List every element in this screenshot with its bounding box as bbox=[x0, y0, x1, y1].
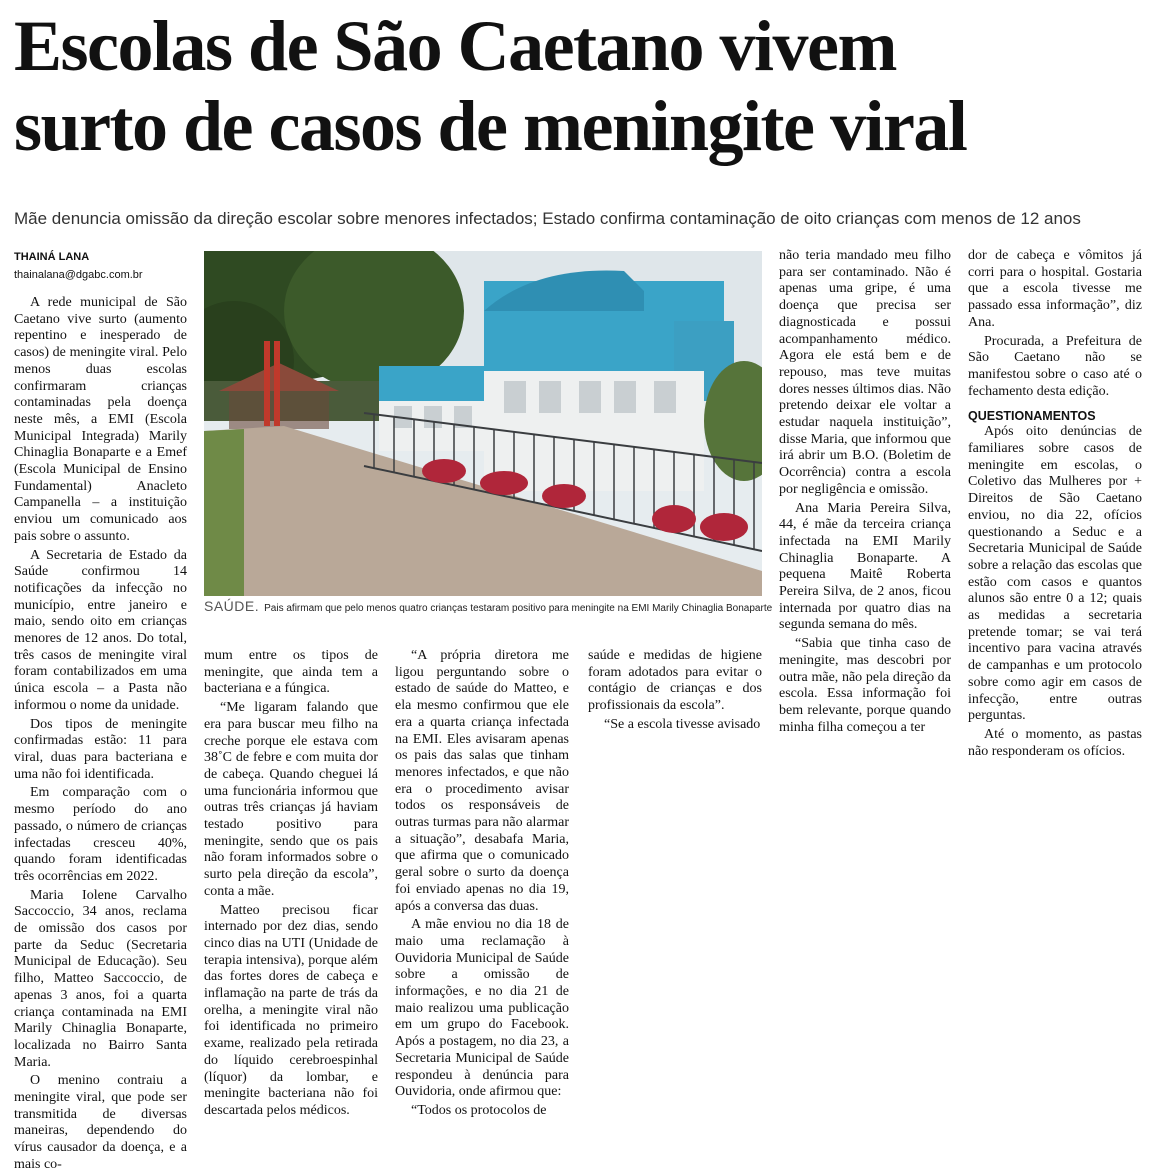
paragraph: saúde e medidas de higiene foram adotados para evitar o contágio de crianças e dos profissionais da escola”. bbox=[588, 648, 762, 714]
paragraph: Dos tipos de meningite confirmadas estão: 11 para viral, duas para bacteriana e uma não foi identificada. bbox=[14, 716, 187, 782]
school-building-illustration bbox=[204, 251, 762, 596]
headline-line-1: Escolas de São Caetano vivem bbox=[14, 6, 896, 86]
column-2 bbox=[204, 648, 378, 1122]
column-4 bbox=[588, 648, 762, 736]
headline-line-2: surto de casos de meningite viral bbox=[14, 86, 967, 166]
paragraph: Em comparação com o mesmo período do ano passado, o número de crianças infectadas cresceu 40%, quando foram identificadas três ocorrências em 2022. bbox=[14, 785, 187, 884]
paragraph: Procurada, a Prefeitura de São Caetano não se manifestou sobre o caso até o fechamento desta edição. bbox=[968, 333, 1142, 399]
paragraph: Ana Maria Pereira Silva, 44, é mãe da terceira criança infectada na EMI Marily Chinaglia Bonaparte. A pequena Maitê Roberta Pereira Silva, de 2 anos, ficou internada por quatro dias na segunda semana do mês. bbox=[779, 500, 951, 633]
column-6 bbox=[968, 248, 1142, 762]
column-1 bbox=[14, 295, 187, 1176]
paragraph: dor de cabeça e vômitos já corri para o hospital. Gostaria que a escola tivesse me passado essa informação”, diz Ana. bbox=[968, 248, 1142, 330]
paragraph: “Sabia que tinha caso de meningite, mas descobri por outra mãe, não pela direção da escola. Essa informação foi bem relevante, porque quando minha filha começou a ter bbox=[779, 636, 951, 735]
paragraph: Até o momento, as pastas não responderam os ofícios. bbox=[968, 726, 1142, 759]
paragraph: “Se a escola tivesse avisado bbox=[604, 716, 761, 732]
photo-caption bbox=[204, 598, 773, 617]
school-photo bbox=[204, 251, 762, 596]
author-name: THAINÁ LANA bbox=[14, 251, 90, 263]
column-5 bbox=[779, 248, 951, 738]
paragraph: Maria Iolene Carvalho Saccoccio, 34 anos, reclama de omissão dos casos por parte da Seduc (Secretaria Municipal de Educação). Seu filho, Matteo Saccoccio, de apenas 3 anos, foi a quarta criança contaminada na EMI Marily Chinaglia Bonaparte, localizada no Bairro Santa Maria. bbox=[14, 887, 187, 1070]
byline bbox=[14, 250, 204, 283]
caption-text: Pais afirmam que pelo menos quatro crianças testaram positivo para meningite na EMI Marily Chinaglia Bonaparte bbox=[264, 603, 773, 614]
paragraph: não teria mandado meu filho para ser contaminado. Não é apenas uma gripe, é uma doença que precisa ser diagnosticada e possui acompanhamento médico. Agora ele está bem e de repouso, mas teve muitas dores nesses últimos dias. Não pretendo deixar ele voltar a estudar naquela instituição”, disse Maria, que informou que irá abrir um B.O. (Boletim de Ocorrência) contra a escola por negligência e omissão. bbox=[779, 248, 951, 497]
paragraph: mum entre os tipos de meningite, que ainda tem a bacteriana e a fúngica. bbox=[204, 648, 378, 697]
paragraph: O menino contraiu a meningite viral, que pode ser transmitida de diversas maneiras, dependendo do vírus causador da doença, e a mais co- bbox=[14, 1073, 187, 1172]
paragraph: “A própria diretora me ligou perguntando sobre o estado de saúde do Matteo, e ela mesmo confirmou que ele era a quarta criança infectada na EMI. Eles avisaram apenas os pais das salas que tinham menores infectados, e que não era o procedimento avisar todos os responsáveis de outras turmas para não alarmar a situação”, desabafa Maria, que afirma que o comunicado geral sobre o surto da doença foi enviado apenas no dia 19, após a conversa das duas. bbox=[395, 648, 569, 914]
subtitle: Mãe denuncia omissão da direção escolar sobre menores infectados; Estado confirma contaminação de oito crianças com menos de 12 anos bbox=[14, 209, 1081, 228]
paragraph: “Me ligaram falando que era para buscar meu filho na creche porque ele estava com 38˚C de febre e com muita dor de cabeça. Quando cheguei lá uma funcionária informou que outras três crianças já haviam testado positivo para meningite, sendo que os pais não foram informados sobre o surto pela direção da escola”, conta a mãe. bbox=[204, 700, 378, 899]
paragraph: A mãe enviou no dia 18 de maio uma reclamação à Ouvidoria Municipal de Saúde sobre a omissão de informações, e no dia 21 de maio realizou uma publicação em um grupo do Facebook. Após a postagem, no dia 23, a Secretaria Municipal de Saúde respondeu à denúncia para Ouvidoria, onde afirmou que: bbox=[395, 917, 569, 1100]
author-email: thainalana@dgabc.com.br bbox=[14, 269, 143, 281]
paragraph: “Todos os protocolos de bbox=[411, 1102, 547, 1118]
section-heading: QUESTIONAMENTOS bbox=[968, 409, 1096, 424]
paragraph: Matteo precisou ficar internado por dez dias, sendo cinco dias na UTI (Unidade de terapia intensiva), porque além das fortes dores de cabeça e inflamação na parte de trás da orelha, a meningite viral não foi identificada no primeiro exame, realizado pela retirada do líquido cerebroespinhal (líquor) da lombar, e meningite bacteriana não foi descartada pelos médicos. bbox=[204, 902, 378, 1118]
paragraph: Após oito denúncias de familiares sobre casos de meningite em escolas, o Coletivo das Mulheres por + Direitos de São Caetano enviou, no dia 22, ofícios questionando a Seduc e a Secretaria Municipal de Saúde sobre a relação das escolas que estão com casos e quantos alunos são entre 0 a 12; quais as medidas a secretaria pretende tomar; se vai terá incentivo para vacina através de campanhas e um protocolo sobre como agir em casos de infecção, entre outras perguntas. bbox=[968, 424, 1142, 724]
paragraph: A rede municipal de São Caetano vive surto (aumento repentino e inesperado de casos) de meningite viral. Pelo menos duas escolas confirmaram crianças contaminadas pela doença neste mês, a EMI (Escola Municipal Integrada) Marily Chinaglia Bonaparte e a Emef (Escola Municipal de Ensino Fundamental) Anacleto Campanella – a instituição enviou um comunicado aos pais sobre o assunto. bbox=[14, 295, 187, 544]
headline bbox=[14, 6, 1149, 166]
caption-keyword: SAÚDE. bbox=[204, 598, 260, 614]
paragraph: A Secretaria de Estado da Saúde confirmou 14 notificações da infecção no município, entre janeiro e maio, sendo oito em crianças menores de 12 anos. Do total, três casos de meningite viral foram contabilizados em uma única escola – a Pasta não informou o nome da unidade. bbox=[14, 547, 187, 713]
column-3 bbox=[395, 648, 569, 1122]
